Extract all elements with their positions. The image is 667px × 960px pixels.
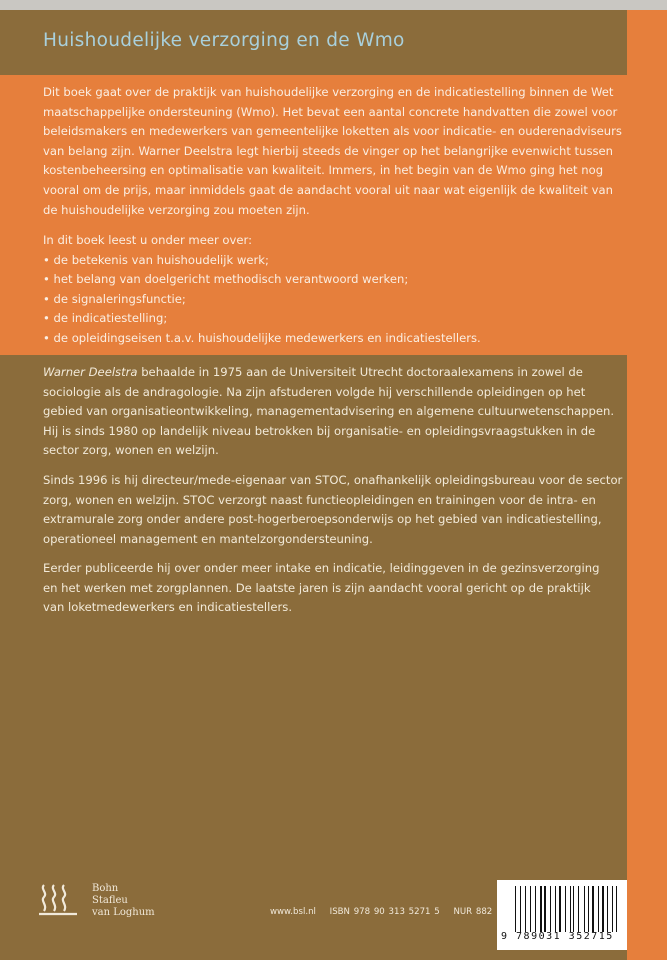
text-line: van loketmedewerkers en indicatiestellers.	[43, 600, 292, 615]
isbn-barcode	[497, 880, 627, 950]
barcode-bars	[515, 886, 621, 932]
blurb-section	[0, 75, 627, 355]
list-item: • het belang van doelgericht methodisch verantwoord werken;	[43, 272, 409, 287]
text-line: en het werken met zorgplannen. De laatste jaren is zijn aandacht vooral gericht op de praktijk	[43, 580, 591, 595]
barcode-bar	[602, 886, 604, 932]
barcode-bar	[552, 886, 553, 932]
text-line: Hij is sinds 1980 op landelijk niveau betrokken bij organisatie- en opleidingsvraagstukken in de	[43, 423, 596, 438]
barcode-bar	[586, 886, 587, 932]
text-line: Sinds 1996 is hij directeur/mede-eigenaar van STOC, onafhankelijk opleidingsbureau voor de sector	[43, 473, 623, 487]
barcode-bar	[530, 886, 531, 932]
barcode-bar	[566, 886, 567, 932]
barcode-bar	[570, 886, 571, 932]
barcode-bar	[515, 886, 516, 932]
barcode-bar	[609, 886, 610, 932]
title-band	[0, 10, 627, 75]
text-line: Eerder publiceerde hij over onder meer intake en indicatie, leidinggeven in de gezinsverzorging	[43, 561, 600, 575]
barcode-bar	[565, 886, 566, 932]
website-link[interactable]: www.bsl.nl	[270, 907, 316, 917]
text-line: vooral om de prijs, maar inmiddels gaat de aandacht vooral uit naar wat eigenlijk de kwaliteit van	[43, 182, 613, 197]
barcode-bar	[573, 886, 574, 932]
orange-side-strip	[627, 10, 667, 960]
barcode-bar	[543, 886, 544, 932]
text-line: extramurale zorg onder andere post-hogerberoepsonderwijs op het gebied van indicatiestelling,	[43, 512, 602, 527]
text-fragment: behaalde in 1975 aan de Universiteit Utrecht doctoraalexamens in zowel de	[137, 365, 583, 379]
barcode-bar	[580, 886, 582, 932]
publisher-line: Stafleu	[92, 895, 128, 906]
text-line: kostenbeheersing en optimalisatie van kwaliteit. Immers, in het begin van de Wmo ging het nog	[43, 163, 604, 178]
barcode-bar	[550, 886, 551, 932]
text-line: sociologie als de andragologie. Na zijn afstuderen volgde hij verschillende opleidingen op het	[43, 384, 586, 399]
author-section	[0, 355, 627, 960]
barcode-bar	[559, 886, 561, 932]
book-meta	[270, 907, 502, 917]
isbn: ISBN 978 90 313 5271 5	[329, 907, 440, 917]
text-line: gebied van organisatieontwikkeling, managementadvisering en algemene cultuurwetenschappen.	[43, 404, 615, 419]
text-line: zorg, wonen en welzijn. STOC verzorgt naast functieopleidingen en trainingen voor de intra- en	[43, 492, 596, 507]
barcode-bar	[576, 886, 577, 932]
barcode-bar	[525, 886, 526, 932]
barcode-bar	[571, 886, 572, 932]
publisher-line: van Loghum	[92, 907, 155, 918]
intro-paragraph	[43, 83, 622, 220]
barcode-bar	[584, 886, 585, 932]
text-line: de huishoudelijke verzorging zou moeten zijn.	[43, 202, 310, 217]
barcode-bar	[614, 886, 615, 932]
barcode-digits: 9 789031 352715	[501, 931, 614, 942]
text-line: sector zorg, wonen en welzijn.	[43, 443, 219, 458]
barcode-bar	[616, 886, 617, 932]
nur-code: NUR 882	[453, 907, 493, 917]
book-title: Huishoudelijke verzorging en de Wmo	[43, 30, 405, 51]
publisher-name	[92, 883, 155, 919]
barcode-bar	[578, 886, 579, 932]
barcode-bar	[535, 886, 536, 932]
barcode-bar	[544, 886, 545, 932]
author-name: Warner Deelstra	[43, 365, 138, 379]
barcode-bar	[591, 886, 592, 932]
barcode-bar	[555, 886, 556, 932]
barcode-bar	[522, 886, 523, 932]
text-line: operationeel management en mantelzorgondersteuning.	[43, 531, 373, 546]
bio-paragraph-2	[43, 471, 622, 549]
list-item: • de signaleringsfunctie;	[43, 291, 186, 306]
list-item: • de indicatiestelling;	[43, 311, 168, 326]
list-item: • de betekenis van huishoudelijk werk;	[43, 252, 269, 267]
list-intro: In dit boek leest u onder meer over:	[43, 233, 252, 247]
list-item: • de opleidingseisen t.a.v. huishoudelijke medewerkers en indicatiestellers.	[43, 330, 481, 345]
barcode-bar	[537, 886, 538, 932]
barcode-bar	[612, 886, 613, 932]
barcode-bar	[520, 886, 521, 932]
barcode-bar	[599, 886, 600, 932]
barcode-bar	[588, 886, 589, 932]
publisher-logo-icon	[38, 883, 80, 917]
bio-paragraph-1	[43, 363, 614, 461]
barcode-bar	[527, 886, 529, 932]
barcode-bar	[548, 886, 549, 932]
barcode-bar	[606, 886, 607, 932]
barcode-bar	[556, 886, 557, 932]
barcode-bar	[595, 886, 596, 932]
text-line: van belang zijn. Warner Deelstra legt hierbij steeds de vinger op het belangrijke evenwicht tussen	[43, 143, 614, 158]
text-line: beleidsmakers en medewerkers van gemeentelijke loketten als voor indicatie- en ouderenadviseurs	[43, 124, 622, 139]
barcode-bar	[592, 886, 593, 932]
barcode-bar	[607, 886, 608, 932]
barcode-bar	[540, 886, 542, 932]
publisher-line: Bohn	[92, 883, 119, 894]
barcode-bar	[598, 886, 599, 932]
bio-paragraph-3	[43, 559, 599, 618]
text-line: maatschappelijke ondersteuning (Wmo). Het bevat een aantal concrete handvatten die zowel voor	[43, 104, 618, 119]
barcode-bar	[533, 886, 534, 932]
topics-list	[43, 231, 481, 349]
barcode-bar	[563, 886, 564, 932]
barcode-bar	[619, 886, 620, 932]
barcode-bar	[518, 886, 519, 932]
text-line: Dit boek gaat over de praktijk van huishoudelijke verzorging en de indicatiestelling binnen de Wet	[43, 85, 614, 99]
text-line	[43, 363, 614, 383]
